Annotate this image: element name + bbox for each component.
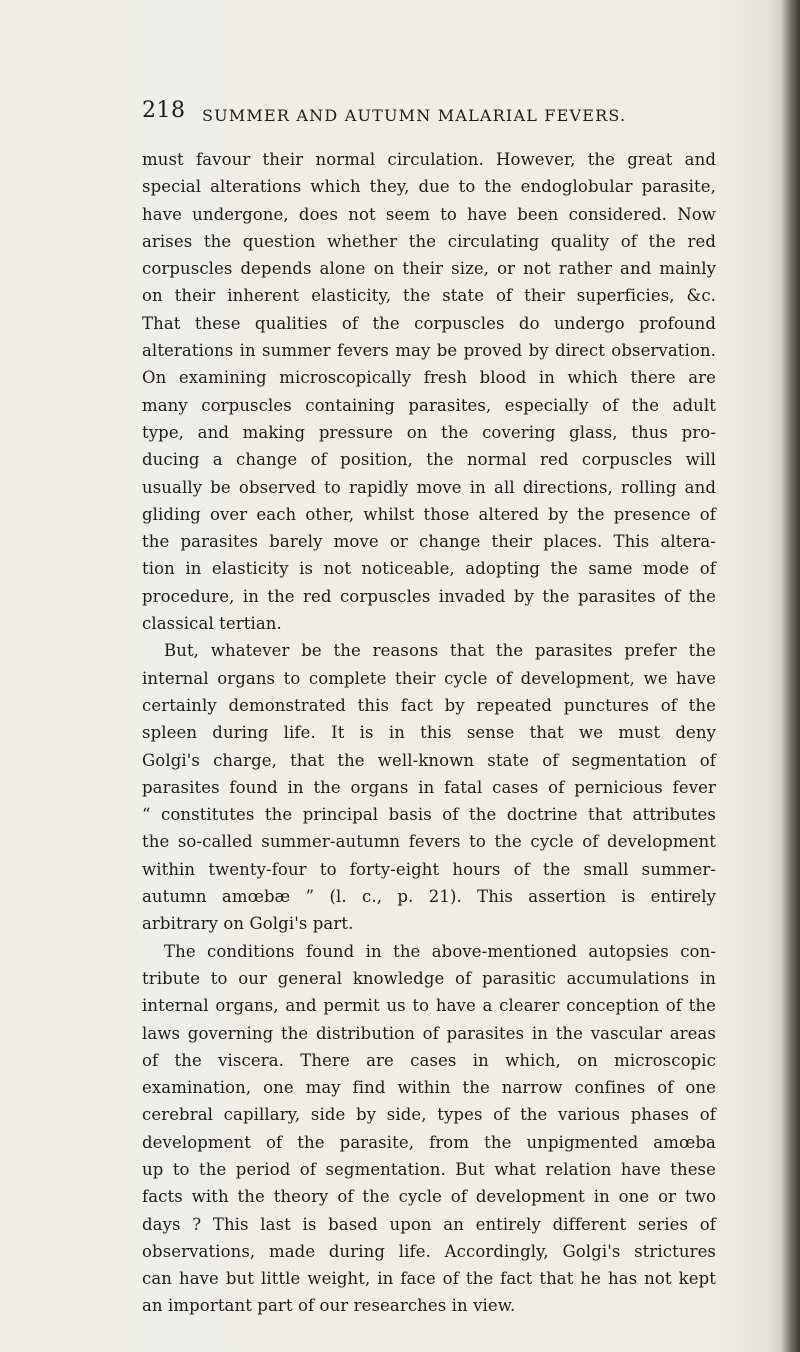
text-line: arises the question whether the circulating quality of the red (142, 231, 716, 251)
text-line: on their inherent elasticity, the state of their superficies, &c. (142, 286, 716, 306)
text-line: spleen during life. It is in this sense that we must deny (142, 723, 716, 743)
text-line: arbitrary on Golgi's part. (142, 914, 354, 934)
text-line: must favour their normal circulation. However, the great and (142, 150, 716, 169)
text-line: corpuscles depends alone on their size, or not rather and mainly (142, 259, 716, 279)
text-line: special alterations which they, due to the endoglobular parasite, (142, 177, 716, 197)
text-line: internal organs to complete their cycle of development, we have (142, 668, 716, 688)
text-line: days ? This last is based upon an entirely different series of (142, 1214, 716, 1234)
paragraph-first-line: But, whatever be the reasons that the parasites prefer the (164, 641, 716, 661)
text-line: tribute to our general knowledge of parasitic accumulations in (142, 968, 716, 988)
text-line: the parasites barely move or change their places. This altera- (142, 532, 716, 552)
text-line: an important part of our researches in view. (142, 1296, 516, 1316)
text-line: parasites found in the organs in fatal cases of pernicious fever (142, 777, 716, 797)
text-line: usually be observed to rapidly move in all directions, rolling and (142, 477, 716, 497)
text-line: alterations in summer fevers may be proved by direct observation. (142, 341, 716, 361)
text-line: within twenty-four to forty-eight hours of the small summer- (142, 859, 716, 879)
page-number: 218 (142, 98, 186, 123)
text-line: procedure, in the red corpuscles invaded by the parasites of the (142, 586, 716, 606)
page-binding-shadow (782, 0, 800, 1352)
text-line: cerebral capillary, side by side, types of the various phases of (142, 1105, 716, 1125)
text-line: On examining microscopically fresh blood in which there are (142, 368, 716, 388)
text-line: internal organs, and permit us to have a clearer conception of the (142, 996, 716, 1016)
body-text (142, 146, 716, 1320)
text-line: can have but little weight, in face of the fact that he has not kept (142, 1269, 716, 1289)
text-line: classical tertian. (142, 614, 282, 634)
text-line: ducing a change of position, the normal red corpuscles will (142, 450, 716, 470)
text-line: examination, one may find within the narrow confines of one (142, 1078, 716, 1098)
text-line: have undergone, does not seem to have been considered. Now (142, 204, 716, 224)
text-line: “ constitutes the principal basis of the doctrine that attributes (142, 805, 716, 825)
text-line: laws governing the distribution of parasites in the vascular areas (142, 1023, 716, 1043)
running-head: SUMMER AND AUTUMN MALARIAL FEVERS. (202, 106, 627, 125)
text-line: type, and making pressure on the covering glass, thus pro- (142, 422, 716, 442)
text-line: of the viscera. There are cases in which, on microscopic (142, 1050, 716, 1070)
text-line: up to the period of segmentation. But what relation have these (142, 1159, 716, 1179)
text-line: many corpuscles containing parasites, especially of the adult (142, 395, 716, 415)
paragraph-first-line: The conditions found in the above-mentioned autopsies con- (164, 941, 716, 961)
text-line: tion in elasticity is not noticeable, adopting the same mode of (142, 559, 716, 579)
text-line: Golgi's charge, that the well-known state of segmentation of (142, 750, 716, 770)
page-header (142, 98, 662, 128)
text-line: facts with the theory of the cycle of development in one or two (142, 1187, 716, 1207)
text-line: That these qualities of the corpuscles do undergo profound (142, 313, 716, 333)
text-line: observations, made during life. Accordingly, Golgi's strictures (142, 1241, 716, 1261)
text-line: development of the parasite, from the unpigmented amœba (142, 1132, 716, 1152)
text-line: the so-called summer-autumn fevers to the cycle of development (142, 832, 716, 852)
text-line: certainly demonstrated this fact by repeated punctures of the (142, 695, 716, 715)
text-line: autumn amœbæ ” (l. c., p. 21). This assertion is entirely (142, 887, 716, 907)
text-line: gliding over each other, whilst those altered by the presence of (142, 504, 716, 524)
